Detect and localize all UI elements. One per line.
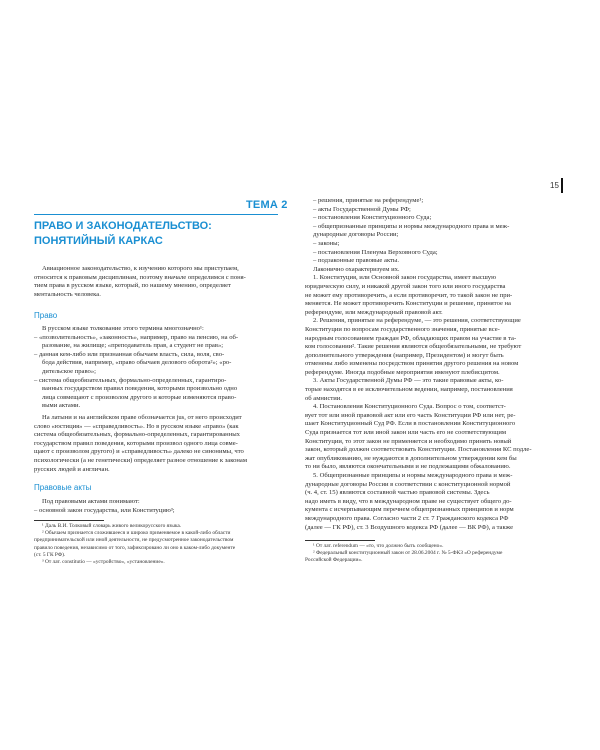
- text-line: щают с произволом другого) и «справедливость» далеко не синонимы, что: [34, 448, 244, 456]
- text-line: В русском языке толкование этого термина многозначно¹:: [42, 325, 204, 332]
- text-line: разование, на жилище; «преподаватель прав, а студент не прав»;: [42, 342, 224, 350]
- section-heading-pravovye-akty: Правовые акты: [34, 483, 92, 492]
- text-line: 3. Акты Государственной Думы РФ — это такие правовые акты, ко-: [313, 377, 504, 385]
- text-line: – законы;: [313, 239, 340, 247]
- page-number: 15: [550, 181, 559, 190]
- text-line: дополнительного утверждения (например, Президентом) и могут быть: [305, 351, 504, 359]
- text-line: Конституции по вопросам государственного значения, принятые все-: [305, 325, 500, 333]
- text-line: выми актами.: [42, 402, 81, 410]
- text-line: юридическую силу, и никакой другой закон того или иного государства: [305, 282, 506, 290]
- text-line: 5. Общепризнанные принципы и нормы международного права и меж-: [313, 472, 513, 479]
- text-line: дительское право»;: [42, 367, 96, 375]
- text-line: лица совмещают с произволом другого и которые изменяются право-: [42, 393, 237, 401]
- text-line: не может ему противоречить, а если противоречит, то такой закон не при-: [305, 291, 513, 299]
- text-line: бода действия, например, «право обычаев делового оборота²»; «ро-: [42, 359, 232, 367]
- text-line: система общеобязательных, формально-определенных, гарантированных: [34, 431, 240, 439]
- text-line: – «позволительность», «законность», например, право на пенсию, на об-: [34, 333, 239, 341]
- text-line: (далее — ГК РФ), ст. 3 Воздушного кодекса РФ (далее — ВК РФ), а также: [305, 523, 514, 531]
- text-line: торые находятся в ее исключительном ведении, например, постановления: [305, 386, 513, 394]
- text-line: русских людей и англичан.: [34, 465, 110, 473]
- text-line: об амнистии.: [305, 394, 342, 402]
- text-line: ванных государством правил поведения, которыми произвольно одно: [42, 385, 238, 393]
- footnote-line: ³ От лат. constitutio — «устройство», «установление».: [42, 559, 165, 566]
- text-line: – основной закон государства, или Конституцию³;: [34, 506, 175, 514]
- text-line: шает Конституционный Суд РФ. Если в постановлении Конституционного: [305, 420, 516, 428]
- section-pravo-body: [34, 325, 279, 474]
- text-line: отменены либо изменены посредством принятия другого решения на новом: [305, 360, 519, 368]
- text-line: референдуме, или международный правовой акт.: [305, 308, 443, 316]
- footnote-line: ¹ От лат. referendum — «то, что должно быть сообщено».: [313, 543, 444, 549]
- text-line: тием права в русском языке, который, по нашему мнению, определяет: [34, 282, 231, 290]
- page-marker-bar: [561, 178, 563, 193]
- text-line: слово «юстиция» — «справедливость». Но в русском языке «право» (как: [34, 422, 239, 430]
- text-line: меняется. Не может противоречить Конституции и решение, принятое на: [305, 300, 511, 308]
- footnote-line: ² Обычаем признается сложившееся и широко применяемое в какой-либо области: [42, 530, 231, 537]
- footnotes-right: [305, 543, 502, 565]
- chapter-title-line: ПРАВО И ЗАКОНОДАТЕЛЬСТВО:: [34, 220, 212, 232]
- text-line: международного права. Согласно части 2 ст. 7 Гражданского кодекса РФ: [305, 514, 509, 522]
- footnote-line: правило поведения, независимо от того, зафиксировано ли оно в каком-либо документе: [34, 544, 236, 551]
- text-line: 1. Конституция, или Основной закон государства, имеет высшую: [313, 274, 497, 282]
- text-line: (ч. 4, ст. 15) являются составной частью правовой системы. Здесь: [305, 489, 490, 497]
- theme-label: ТЕМА 2: [246, 199, 288, 211]
- text-line: – система общеобязательных, формально-определенных, гарантиро-: [34, 376, 227, 384]
- text-line: – акты Государственной Думы РФ;: [313, 205, 411, 213]
- footnote-line: ² Федеральный конституционный закон от 28.06.2004 г. № 5-ФКЗ «О референдуме: [313, 550, 503, 557]
- chapter-title-line: ПОНЯТИЙНЫЙ КАРКАС: [34, 235, 163, 247]
- chapter-title: [34, 219, 278, 249]
- text-line: Суда признается тот или иной закон или часть его не соответствующим: [305, 429, 507, 437]
- text-line: закон, который должен соответствовать Конституции. Постановления КС подле-: [305, 446, 532, 454]
- right-column-body: [305, 197, 565, 532]
- text-line: дународные договоры России;: [313, 231, 399, 239]
- text-line: народным голосованием граждан РФ, обладающих правом на участие в та-: [305, 334, 517, 342]
- text-line: Конституции, то этот закон не применяется и необходимо принять новый: [305, 437, 512, 445]
- section-akty-body: [34, 498, 279, 515]
- text-line: жат опубликованию, не нуждаются в дополнительном утверждении кем бы: [305, 454, 517, 462]
- text-line: референдуме. Иногда подобные мероприятия именуют плебисцитом.: [305, 368, 500, 376]
- footnote-divider: [305, 540, 375, 541]
- text-line: Под правовыми актами понимают:: [42, 498, 140, 505]
- footnotes-left: [34, 523, 235, 566]
- text-line: Авиационное законодательство, к изучению которого мы приступаем,: [42, 265, 239, 272]
- text-line: то ни было, являются окончательными и не подлежащими обжалованию.: [305, 463, 511, 471]
- text-line: надо иметь в виду, что в международном праве не существует общего до-: [305, 497, 512, 505]
- text-line: На латыни и на английском праве обозначается jus, от него происходит: [42, 413, 242, 421]
- text-line: – постановления Конституционного Суда;: [313, 214, 432, 222]
- title-rule: [34, 214, 278, 215]
- text-line: психологически (а не генетически) определяет разное отношение к законам: [34, 456, 248, 464]
- section-heading-pravo: Право: [34, 311, 58, 320]
- text-line: вует тот или иной правовой акт или его часть Конституции РФ или нет, ре-: [305, 411, 516, 419]
- footnote-line: предпринимательской или иной деятельности, не предусмотренное законодательством: [34, 537, 234, 544]
- text-line: дународные договоры России в соответствии с конституционной нормой: [305, 480, 511, 488]
- footnote-divider: [34, 520, 104, 521]
- text-line: – постановления Пленума Верховного Суда;: [313, 248, 438, 256]
- text-line: ментальность человека.: [34, 290, 101, 298]
- text-line: – общепризнанные принципы и нормы международного права и меж-: [313, 222, 510, 230]
- text-line: ком голосовании². Такие решения являются общеобязательными, не требуют: [305, 343, 522, 351]
- text-line: государством правил поведения, которыми произвол одного лица совме-: [34, 439, 238, 447]
- text-line: – решения, принятые на референдуме¹;: [313, 197, 424, 204]
- footnote-line: (ст. 5 ГК РФ).: [34, 551, 66, 558]
- text-line: 4. Постановления Конституционного Суда. Вопрос о том, соответст-: [313, 403, 506, 411]
- footnote-line: Российской Федерации».: [305, 557, 363, 564]
- footnote-line: ¹ Даль В.И. Толковый словарь живого великорусского языка.: [42, 523, 182, 529]
- text-line: – данная кем-либо или признанная обычаем власть, сила, воля, сво-: [34, 350, 225, 358]
- text-line: Лаконично охарактеризуем их.: [313, 265, 400, 273]
- text-line: 2. Решения, принятые на референдуме, — это решения, соответствующие: [313, 317, 521, 325]
- intro-paragraph: [34, 265, 279, 299]
- text-line: кумента с исчерпывающим перечнем общепризнанных принципов и норм: [305, 506, 514, 514]
- text-line: – подзаконные правовые акты.: [313, 257, 400, 265]
- text-line: относится к правовым дисциплинам, поэтому вначале определимся с поня-: [34, 273, 246, 281]
